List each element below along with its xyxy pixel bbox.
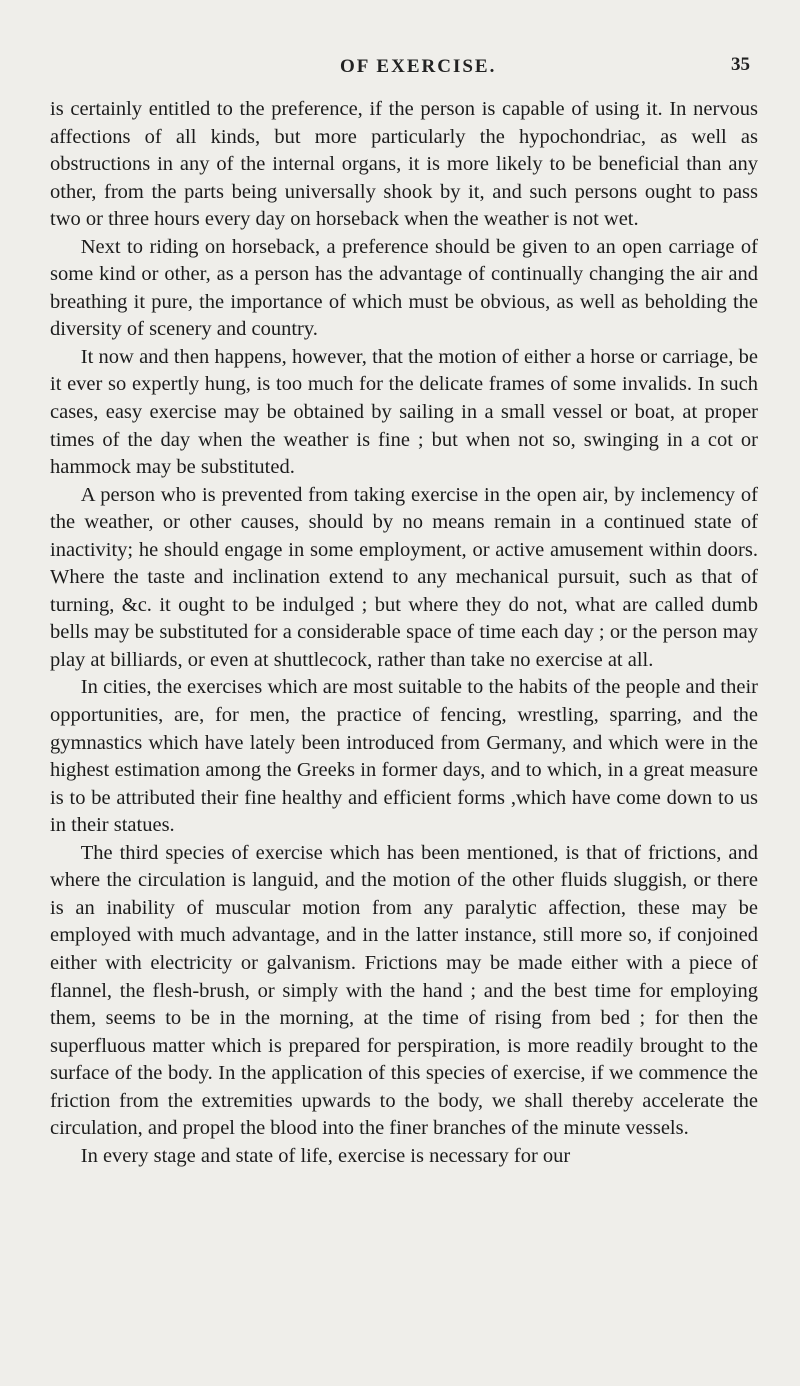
paragraph-indoor-exercise: A person who is prevented from taking exercise in the open air, by inclemency of the weather, or other causes, should by no means remain in a continued state of inactivity; he should engage in some employment, or active amusement within doors. Where the taste and inclination extend to any mechanical pursuit, such as that of turning, &c. it ought to be indulged ; but where they do not, what are called dumb bells may be substituted for a considerable space of time each day ; or the person may play at billiards, or even at shuttlecock, rather than take no exercise at all. — [50, 483, 758, 671]
paragraph-riding-continued: is certainly entitled to the preference, if the person is capable of using it. In nervous affections of all kinds, but more particularly the hypochondriac, as well as obstructions in any of the internal organs, it is more likely to be beneficial than any other, from the parts being universally shook by it, and such persons ought to pass two or three hours every day on horseback when the weather is not wet. — [50, 98, 758, 231]
paragraph-sailing: It now and then happens, however, that the motion of either a horse or carriage, be it ever so expertly hung, is too much for the delicate frames of some invalids. In such cases, easy exercise may be obtained by sailing in a small vessel or boat, at proper times of the day when the weather is fine ; but when not so, swinging in a cot or hammock may be substituted. — [50, 345, 758, 479]
page-number: 35 — [731, 54, 750, 75]
paragraph-open-carriage: Next to riding on horseback, a preference should be given to an open carriage of some kind or other, as a person has the advantage of continually changing the air and breathing it pure, the importance of which must be obvious, as well as beholding the diversity of scenery and country. — [50, 235, 758, 341]
paragraph-every-stage: In every stage and state of life, exercise is necessary for our — [80, 1144, 571, 1167]
paragraph-frictions: The third species of exercise which has been mentioned, is that of frictions, and where the circulation is languid, and the motion of the other fluids sluggish, or there is an inability of muscular motion from any paralytic affection, these may be employed with much advantage, and in the latter instance, still more so, if conjoined either with electricity or galvanism. Frictions may be made either with a piece of flannel, the flesh-brush, or simply with the hand ; and the best time for employing them, seems to be in the morning, at the time of rising from bed ; for then the superfluous matter which is prepared for perspiration, is more readily brought to the surface of the body. In the application of this species of exercise, if we commence the friction from the extremities upwards to the body, we shall thereby accelerate the circulation, and propel the blood into the finer branches of the minute vessels. — [50, 841, 758, 1140]
running-head — [0, 56, 800, 86]
body-text — [50, 96, 758, 1170]
paragraph-city-exercises: In cities, the exercises which are most suitable to the habits of the people and their opportunities, are, for men, the practice of fencing, wrestling, sparring, and the gymnastics which have lately been introduced from Germany, and which were in the highest estimation among the Greeks in former days, and to which, in a great measure is to be attributed their fine healthy and efficient forms ,which have come down to us in their statues. — [50, 676, 758, 837]
running-head-title: OF EXERCISE. — [340, 56, 497, 77]
